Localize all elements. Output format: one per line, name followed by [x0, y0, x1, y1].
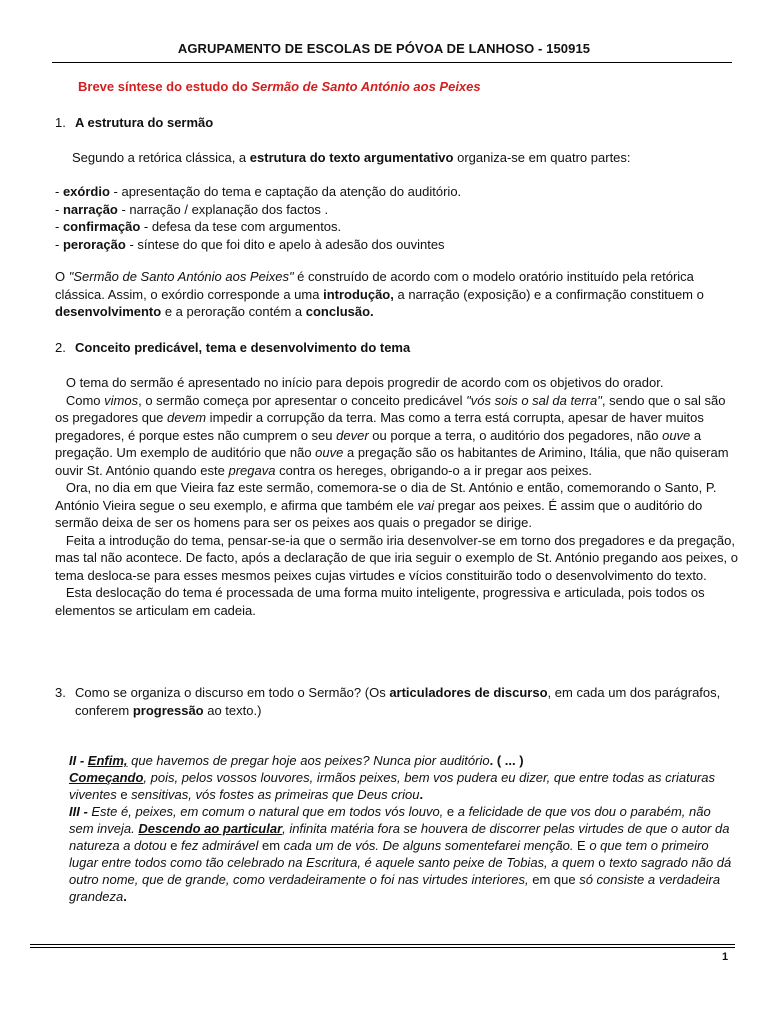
text: texto sagrado não dá outro nome, que de grande, como verdadeiramente o foi nas virtudes interiores,: [69, 855, 732, 887]
sermon-quote: [69, 752, 735, 905]
paragraph: [55, 392, 739, 480]
text: Esta deslocação do tema é processada de uma forma muito inteligente, progressiva e articulada, pois todos os elementos se articulam em cadeia.: [55, 585, 705, 618]
part-item: [55, 218, 739, 236]
text: Segundo a retórica clássica, a: [72, 150, 250, 165]
text: cada um de vós. De alguns somentefarei menção.: [280, 838, 578, 853]
text: , pois, pelos vossos louvores, irmãos peixes, bem vos pudera eu dizer, que entre todas as criaturas viventes: [69, 770, 715, 802]
text: e a peroração contém a: [161, 304, 306, 319]
text: Ora, no dia em que Vieira faz este sermão, comemora-se o dia de St. António e então, comemorando o Santo, P. António Vieira segue o seu exemplo, e afirma que também ele: [55, 480, 717, 513]
quote-paragraph-iii: [69, 803, 735, 905]
section-2-number: 2.: [55, 340, 66, 355]
page-number: 1: [722, 951, 729, 963]
text: -: [55, 236, 63, 252]
text: O tema do sermão é apresentado no início para depois progredir de acordo com os objetivos do orador.: [65, 375, 664, 390]
text: a narração (exposição) e a confirmação constituem o: [393, 286, 704, 302]
text: confirmação: [62, 219, 141, 234]
text: o que tem o primeiro lugar entre todos como tão celebrado na Escritura, é aquele santo peixe de Tobias, a quem: [69, 838, 709, 870]
text: desenvolvimento: [55, 304, 162, 319]
text: - defesa da tese com argumentos.: [140, 219, 342, 234]
paragraph: [55, 479, 739, 532]
document-title: [78, 79, 481, 94]
text: peroração: [62, 236, 126, 252]
text: Como: [65, 392, 105, 408]
footer-rule: [30, 944, 735, 945]
title-italic: Sermão de Santo António aos Peixes: [251, 79, 481, 94]
text: estrutura do texto argumentativo: [249, 150, 454, 165]
text: -: [55, 184, 63, 199]
text: a felicidade de que vos dou o parabém, não sem inveja.: [69, 804, 711, 836]
section-1-intro: [72, 149, 756, 167]
text: pregava: [228, 462, 276, 478]
text: o: [598, 855, 606, 870]
text: que havemos de pregar hoje aos peixes? Nunca pior auditório: [127, 753, 490, 768]
text: - apresentação do tema e captação da atenção do auditório.: [109, 184, 462, 199]
text: II -: [69, 753, 88, 768]
parts-list: [55, 183, 739, 253]
section-2-heading: [55, 339, 739, 357]
section-1-paragraph: [55, 268, 735, 321]
text: . ( ... ): [489, 753, 524, 768]
text: a pregação. Um exemplo de auditório que não: [55, 427, 702, 460]
text: Como se organiza o discurso em todo o Sermão? (Os: [75, 685, 390, 700]
text: , em cada um dos parágrafos, conferem: [75, 685, 721, 718]
text: progressão: [132, 702, 204, 718]
title-prefix: Breve síntese do estudo do: [78, 79, 252, 94]
text: articuladores de discurso: [389, 685, 548, 700]
text: só consiste a verdadeira grandeza: [69, 872, 721, 904]
text: .: [419, 787, 424, 802]
text: pregar aos peixes. É assim que o auditório do sermão deixa de ser os homens para ser os peixes aos quais o pregador se dirige.: [55, 497, 703, 530]
text: -: [55, 219, 63, 234]
text: introdução,: [323, 286, 394, 302]
section-3-question: [55, 684, 739, 719]
text: Enfim,: [87, 753, 128, 768]
text: vimos: [104, 392, 139, 408]
text: .: [123, 889, 127, 904]
text: impedir a corrupção da terra. Mas como a terra está corrupta, apesar de haver muitos pregadores, é porque estes não cumprem o seu: [55, 410, 704, 443]
text: fez admirável: [177, 838, 262, 853]
text: ouve: [315, 445, 344, 460]
text: Feita a introdução do tema, pensar-se-ia que o sermão iria desenvolver-se em torno dos pregadores e da pregação, mas tal não acontece. De facto, após a declaração de que iria seguir o exemplo de St. António pregando aos peixes, o tema desloca-se para esses mesmos peixes cujas virtudes e vícios constituirão todo o desenvolvimento do texto.: [55, 532, 738, 583]
text: Este é, peixes, em comum o natural que em todos vós louvo,: [91, 804, 447, 819]
section-1-title: A estrutura do sermão: [75, 115, 214, 130]
quote-paragraph-ii-b: [69, 769, 735, 803]
text: E: [577, 838, 586, 853]
section-1-heading: [55, 114, 739, 132]
text: e: [120, 787, 128, 802]
text: narração: [62, 201, 118, 217]
text: é construído de acordo com o modelo oratório instituído pela retórica clássica. Assim, o exórdio corresponde a uma: [55, 269, 694, 302]
text: em: [261, 838, 281, 853]
text: - síntese do que foi dito e apelo à adesão dos ouvintes: [125, 236, 445, 252]
text: em que: [532, 872, 576, 887]
section-2-body: [55, 374, 739, 619]
part-item: [55, 183, 739, 201]
text: organiza-se em quatro partes:: [453, 150, 631, 165]
text: exórdio: [62, 184, 110, 199]
paragraph: [55, 374, 739, 392]
text: vai: [417, 497, 435, 513]
text: "vós sois o sal da terra": [466, 392, 602, 408]
text: e: [170, 838, 178, 853]
text: , sendo que o sal são os pregadores que: [55, 392, 726, 425]
footer-rule: [30, 947, 735, 948]
quote-paragraph-ii: [69, 752, 735, 769]
paragraph: [55, 532, 739, 585]
paragraph: [55, 584, 739, 619]
part-item: [55, 201, 739, 219]
text: a pregação são os habitantes de Arimino, Itália, que não quiseram ouvir St. António quando este: [55, 445, 729, 478]
text: ao texto.): [203, 702, 262, 718]
section-1-number: 1.: [55, 115, 66, 130]
text: Descendo ao particular: [138, 821, 283, 836]
section-2-title: Conceito predicável, tema e desenvolvimento do tema: [75, 340, 411, 355]
text: , o sermão começa por apresentar o conceito predicável: [138, 392, 467, 408]
part-item: [55, 236, 739, 254]
text: -: [55, 201, 63, 217]
text: III -: [69, 804, 92, 819]
text: Começando: [69, 770, 144, 785]
text: e: [446, 804, 455, 819]
text: dever: [336, 427, 369, 443]
text: sensitivas, vós fostes as primeiras que Deus criou: [127, 787, 420, 802]
text: O: [55, 269, 69, 284]
text: devem: [167, 410, 207, 425]
text: "Sermão de Santo António aos Peixes": [68, 269, 294, 284]
text: contra os hereges, obrigando-o a ir pregar aos peixes.: [275, 462, 592, 478]
text: conclusão.: [305, 304, 374, 319]
text: - narração / explanação dos factos .: [117, 201, 329, 217]
text: ouve: [662, 427, 691, 443]
text: ou porque a terra, o auditório dos pegadores, não: [368, 427, 663, 443]
school-header: AGRUPAMENTO DE ESCOLAS DE PÓVOA DE LANHOSO - 150915: [177, 41, 591, 56]
header-rule: [52, 62, 732, 63]
section-3-number: 3.: [55, 685, 66, 700]
text: , infinita matéria fora se houvera de discorrer pelas virtudes de que o autor da natureza a dotou: [69, 821, 730, 853]
